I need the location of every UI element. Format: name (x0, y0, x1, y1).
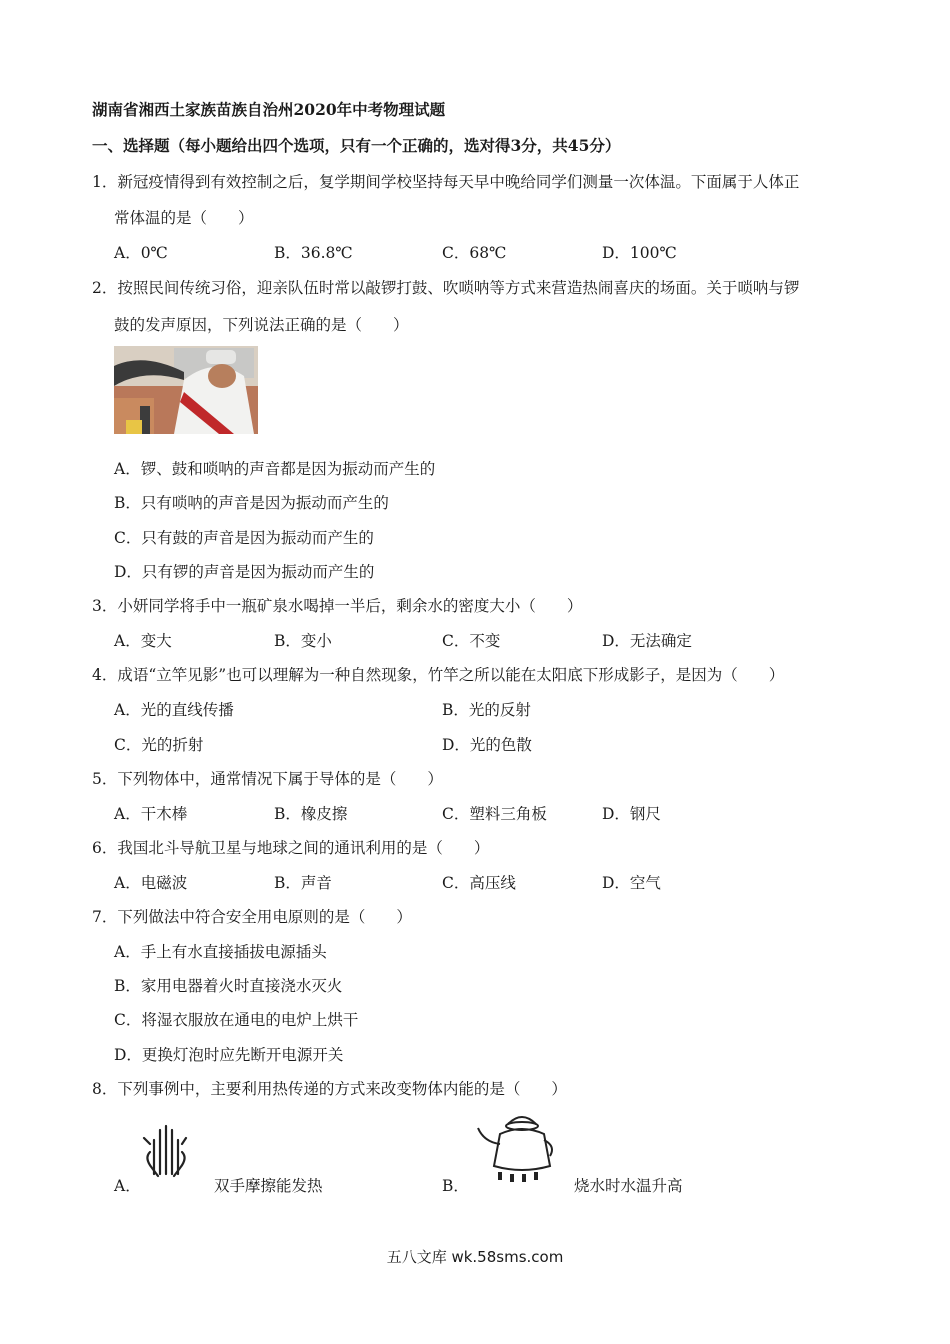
q7-option-b: B．家用电器着火时直接浇水灭火 (114, 977, 343, 995)
q8-option-b-text: 烧水时水温升高 (574, 1177, 683, 1195)
q2-option-b: B．只有唢呐的声音是因为振动而产生的 (114, 494, 389, 512)
q1-option-a: A．0℃ (114, 244, 168, 262)
q1-option-d: D．100℃ (602, 244, 677, 262)
page-footer: 五八文库 wk.58sms.com (386, 1248, 564, 1266)
q4-option-a: A．光的直线传播 (114, 701, 234, 719)
section-heading: 一、选择题（每小题给出四个选项，只有一个正确的，选对得3分，共45分） (92, 136, 621, 155)
q3-option-b: B．变小 (274, 632, 332, 650)
question-1-line-1: 1．新冠疫情得到有效控制之后，复学期间学校坚持每天早中晚给同学们测量一次体温。下面属于人体正 (92, 173, 800, 191)
question-4: 4．成语“立竿见影”也可以理解为一种自然现象，竹竿之所以能在太阳底下形成影子，是因为（ ） (92, 666, 785, 684)
q5-option-d: D．钢尺 (602, 805, 661, 823)
question-2-line-2: 鼓的发声原因，下列说法正确的是（ ） (114, 316, 409, 334)
q5-option-b: B．橡皮擦 (274, 805, 348, 823)
question-5: 5．下列物体中，通常情况下属于导体的是（ ） (92, 770, 443, 788)
question-3: 3．小妍同学将手中一瓶矿泉水喝掉一半后，剩余水的密度大小（ ） (92, 597, 583, 615)
question-1-line-2: 常体温的是（ ） (114, 209, 254, 227)
q3-option-d: D．无法确定 (602, 632, 692, 650)
q2-option-a: A．锣、鼓和唢呐的声音都是因为振动而产生的 (114, 460, 436, 478)
q3-option-c: C．不变 (442, 632, 501, 650)
q2-option-c: C．只有鼓的声音是因为振动而产生的 (114, 529, 374, 547)
q7-option-a: A．手上有水直接插拔电源插头 (114, 943, 327, 961)
q5-option-c: C．塑料三角板 (442, 805, 547, 823)
q4-option-d: D．光的色散 (442, 736, 532, 754)
q6-option-a: A．电磁波 (114, 874, 188, 892)
q7-option-d: D．更换灯泡时应先断开电源开关 (114, 1046, 344, 1064)
page-title: 湖南省湘西土家族苗族自治州2020年中考物理试题 (92, 100, 446, 119)
q6-option-d: D．空气 (602, 874, 661, 892)
kettle-on-stove-icon (474, 1110, 560, 1186)
question-6: 6．我国北斗导航卫星与地球之间的通讯利用的是（ ） (92, 839, 490, 857)
q6-option-b: B．声音 (274, 874, 332, 892)
q4-option-b: B．光的反射 (442, 701, 531, 719)
q4-option-c: C．光的折射 (114, 736, 204, 754)
q8-option-b-letter: B． (442, 1177, 469, 1195)
q2-option-d: D．只有锣的声音是因为振动而产生的 (114, 563, 375, 581)
suona-player-photo (114, 346, 258, 434)
question-2-line-1: 2．按照民间传统习俗，迎亲队伍时常以敲锣打鼓、吹唢呐等方式来营造热闹喜庆的场面。关于唢呐与锣 (92, 279, 800, 297)
hands-rubbing-icon (140, 1118, 192, 1180)
q8-option-a-text: 双手摩擦能发热 (214, 1177, 323, 1195)
q8-option-a-letter: A． (114, 1177, 141, 1195)
q3-option-a: A．变大 (114, 632, 172, 650)
question-8: 8．下列事例中，主要利用热传递的方式来改变物体内能的是（ ） (92, 1080, 567, 1098)
q6-option-c: C．高压线 (442, 874, 516, 892)
q7-option-c: C．将湿衣服放在通电的电炉上烘干 (114, 1011, 359, 1029)
q5-option-a: A．干木棒 (114, 805, 188, 823)
q1-option-b: B．36.8℃ (274, 244, 353, 262)
question-7: 7．下列做法中符合安全用电原则的是（ ） (92, 908, 412, 926)
q1-option-c: C．68℃ (442, 244, 507, 262)
